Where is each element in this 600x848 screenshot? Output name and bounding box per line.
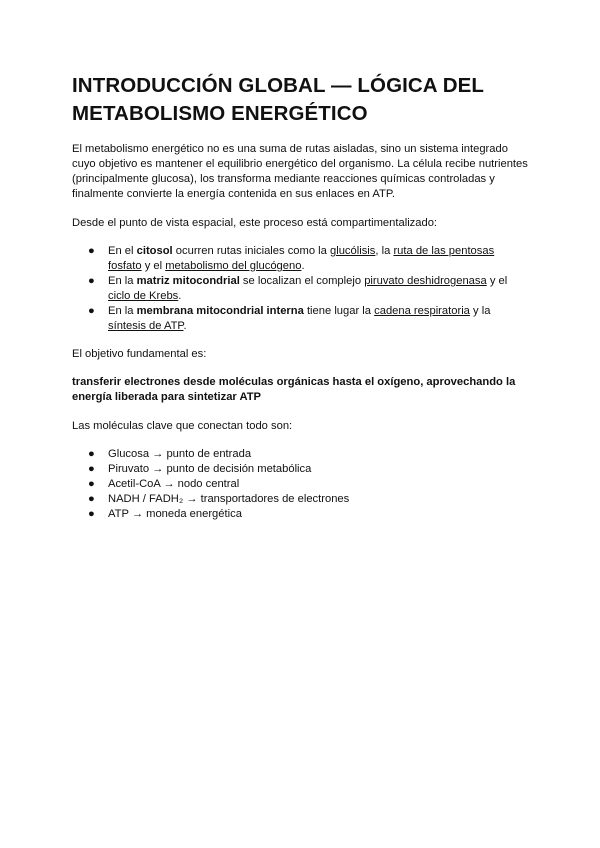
list-text: En la	[108, 275, 137, 287]
term-membrana-mitocondrial-interna: membrana mitocondrial interna	[136, 305, 304, 317]
list-text: se localizan el complejo	[239, 275, 365, 287]
list-item-citosol	[72, 244, 528, 274]
spatial-intro-paragraph: Desde el punto de vista espacial, este proceso está compartimentalizado:	[72, 217, 438, 229]
list-text: y el	[141, 260, 166, 272]
list-text: .	[178, 290, 182, 302]
link-cadena-respiratoria[interactable]: cadena respiratoria	[374, 305, 470, 317]
list-text: y el	[486, 275, 508, 287]
bullet-icon: ●	[88, 245, 95, 257]
term-citosol: citosol	[136, 245, 173, 257]
bullet-icon: ●	[88, 463, 95, 475]
bullet-icon: ●	[88, 478, 95, 490]
list-text: tiene lugar la	[303, 305, 375, 317]
objective-statement: transferir electrones desde moléculas orgánicas hasta el oxígeno, aprovechando la energía liberada para sintetizar ATP	[72, 376, 516, 403]
molecule-text: ATP → moneda energética	[108, 508, 242, 520]
bullet-icon: ●	[88, 508, 95, 520]
link-metabolismo-glucogeno[interactable]: metabolismo del glucógeno	[165, 260, 302, 272]
link-glucolisis[interactable]: glucólisis	[330, 245, 376, 257]
list-item-matriz-mitocondrial	[72, 274, 528, 304]
bullet-icon: ●	[88, 448, 95, 460]
list-text: En la	[108, 305, 137, 317]
list-item-membrana-mitocondrial-interna	[72, 304, 528, 334]
link-sintesis-atp[interactable]: síntesis de ATP	[108, 320, 184, 332]
molecule-text: Piruvato → punto de decisión metabólica	[108, 463, 312, 475]
list-item-molecule	[72, 507, 528, 522]
compartment-list	[72, 244, 528, 334]
intro-paragraph: El metabolismo energético no es una suma de rutas aisladas, sino un sistema integrado cuyo objetivo es mantener el equilibrio energético del organismo. La célula recibe nutrientes (principalmente glucosa), los transforma mediante reacciones químicas controladas y finalmente convierte la energía contenida en sus enlaces en ATP.	[72, 143, 528, 200]
link-ciclo-krebs[interactable]: ciclo de Krebs	[108, 290, 179, 302]
bullet-icon: ●	[88, 305, 95, 317]
list-text: y la	[469, 305, 491, 317]
list-item-molecule	[72, 477, 528, 492]
list-item-molecule	[72, 492, 528, 507]
link-ruta-pentosas-fosfato[interactable]: ruta de las pentosas fosfato	[108, 245, 495, 272]
molecule-list	[72, 447, 528, 522]
list-text: ocurren rutas iniciales como la	[172, 245, 330, 257]
list-text: .	[301, 260, 305, 272]
document-body	[72, 72, 528, 522]
molecule-text: Glucosa → punto de entrada	[108, 448, 252, 460]
list-item-molecule	[72, 462, 528, 477]
link-piruvato-deshidrogenasa[interactable]: piruvato deshidrogenasa	[364, 275, 487, 287]
objective-intro-paragraph: El objetivo fundamental es:	[72, 348, 207, 360]
term-matriz-mitocondrial: matriz mitocondrial	[136, 275, 240, 287]
molecule-text: NADH / FADH₂ → transportadores de electrones	[108, 493, 350, 505]
bullet-icon: ●	[88, 493, 95, 505]
bullet-icon: ●	[88, 275, 95, 287]
molecule-text: Acetil-CoA → nodo central	[108, 478, 240, 490]
list-item-molecule	[72, 447, 528, 462]
molecules-intro-paragraph: Las moléculas clave que conectan todo son:	[72, 420, 293, 432]
list-text: En el	[108, 245, 137, 257]
list-text: .	[183, 320, 187, 332]
page-title: INTRODUCCIÓN GLOBAL — LÓGICA DEL METABOLISMO ENERGÉTICO	[72, 74, 484, 125]
list-text: , la	[375, 245, 394, 257]
